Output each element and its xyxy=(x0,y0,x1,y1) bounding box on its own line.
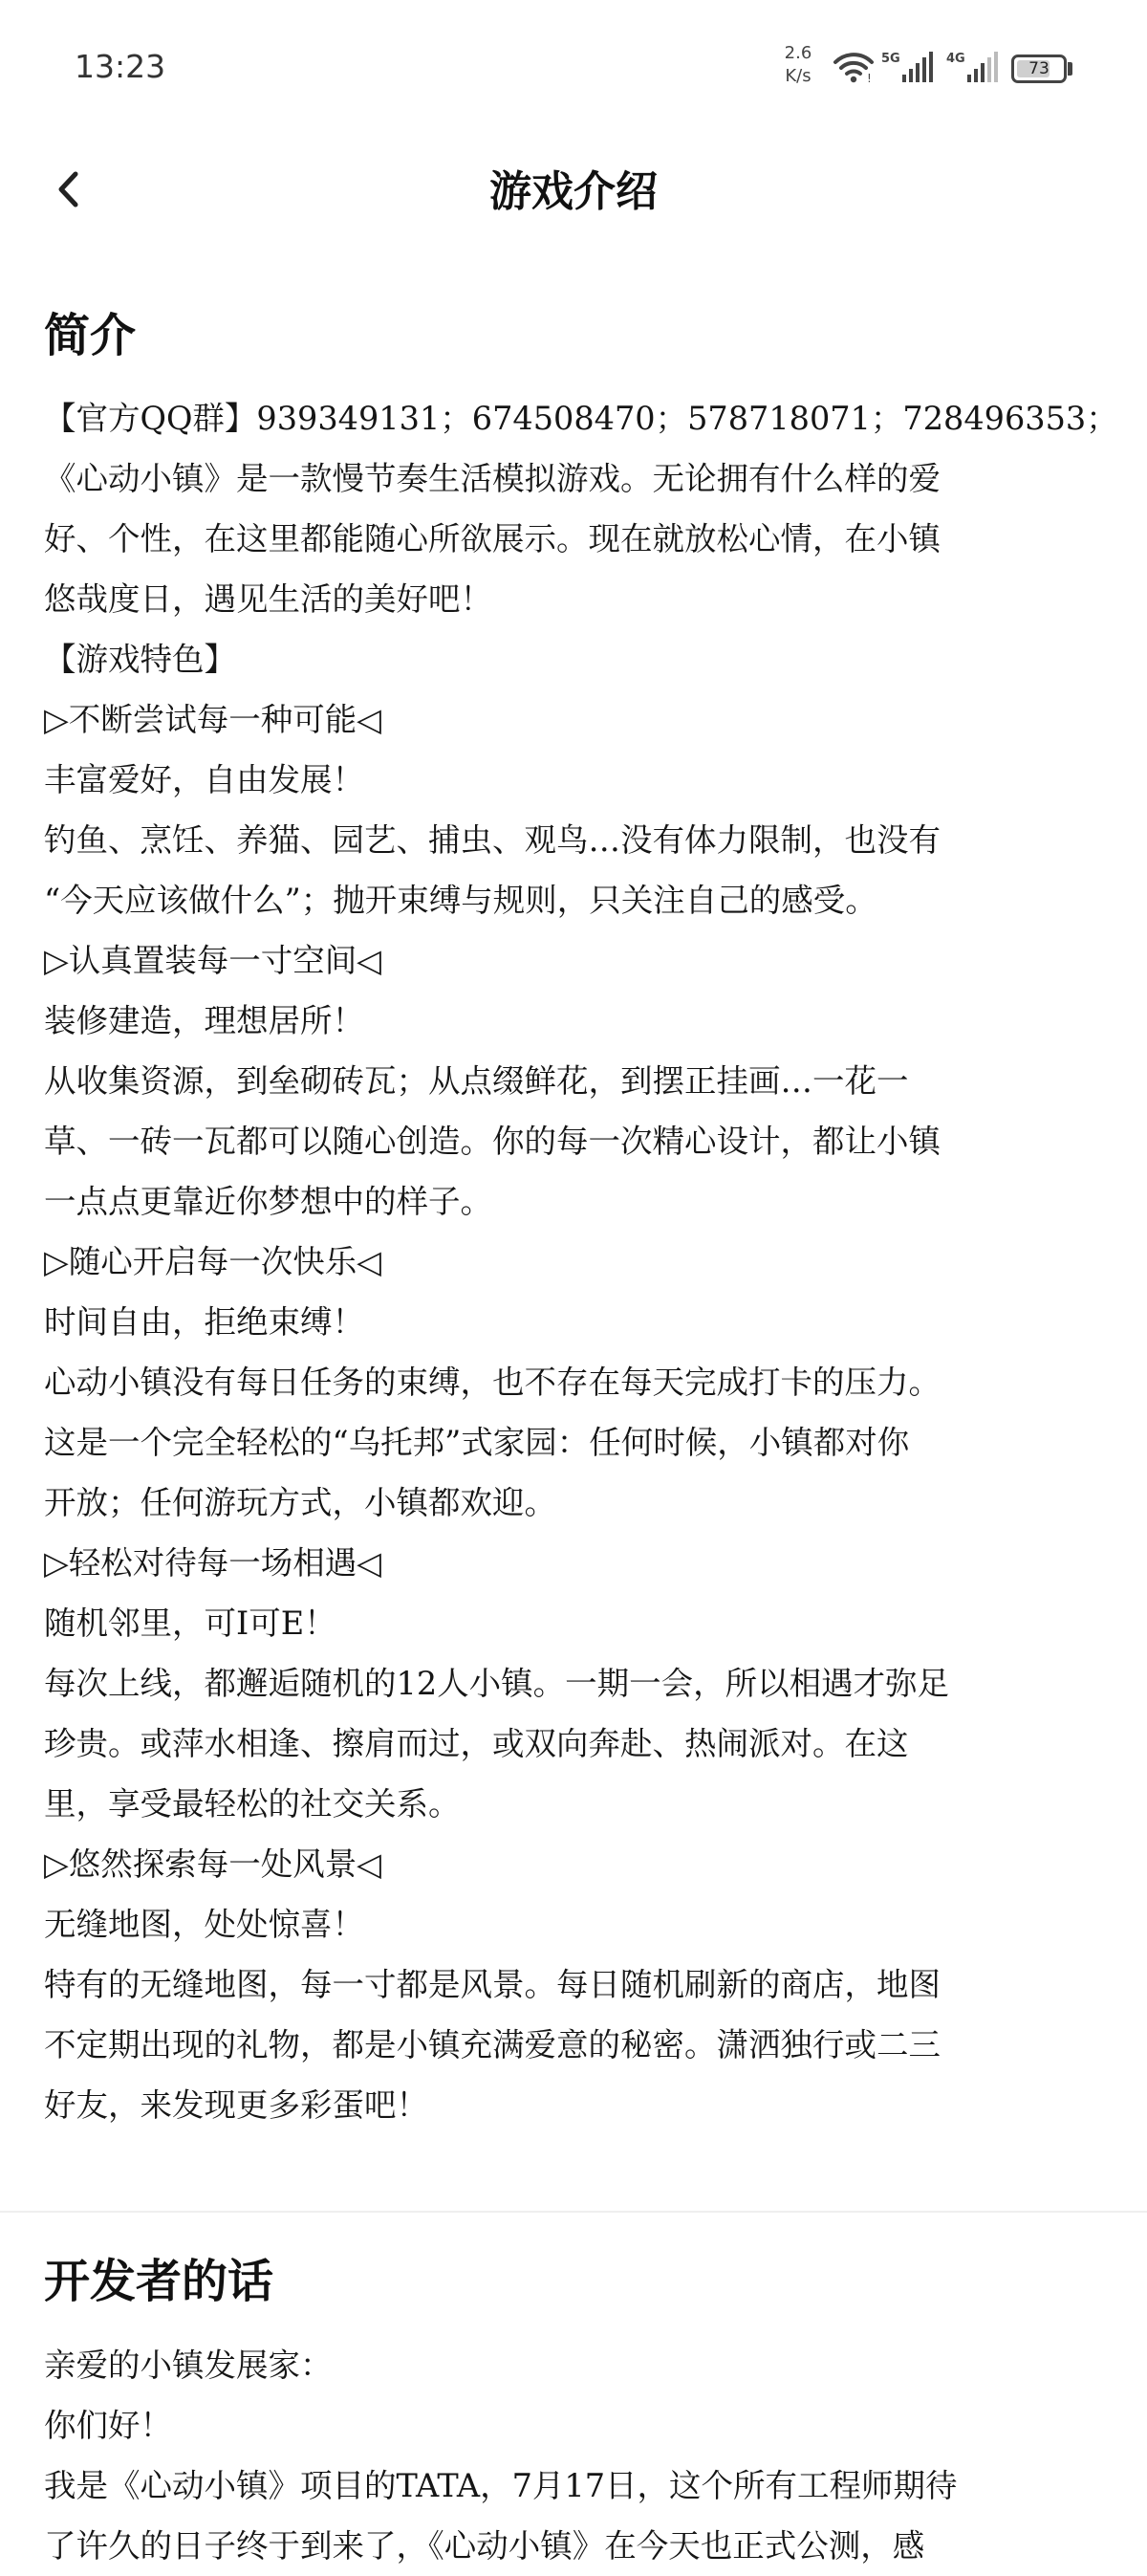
intro-text-line: 丰富爱好，自由发展！ xyxy=(44,761,364,798)
developer-section xyxy=(44,2243,1105,2576)
intro-text-line: ▷认真置装每一寸空间◁ xyxy=(44,942,382,979)
intro-text-line: “今天应该做什么”；抛开束缚与规则，只关注自己的感受。 xyxy=(44,882,877,919)
intro-text-line: 好友，来发现更多彩蛋吧！ xyxy=(44,2086,428,2124)
network-speed-unit: K/s xyxy=(785,66,812,86)
intro-heading: 简介 xyxy=(44,309,137,362)
battery-cap xyxy=(1068,62,1072,76)
section-divider xyxy=(0,2211,1147,2213)
intro-text-line: 无缝地图，处处惊喜！ xyxy=(44,1906,364,1943)
intro-text-line: 随机邻里，可I可E！ xyxy=(44,1605,336,1642)
developer-text-line: 亲爱的小镇发展家： xyxy=(44,2347,333,2384)
developer-text xyxy=(44,2335,1105,2576)
intro-text-line: 开放；任何游玩方式，小镇都欢迎。 xyxy=(44,1484,556,1521)
developer-text-line: 了许久的日子终于到来了，《心动小镇》在今天也正式公测，感 xyxy=(44,2527,925,2565)
battery-percent: 73 xyxy=(1028,59,1050,78)
signal-4g-label: 4G xyxy=(946,52,965,66)
page-title: 游戏介绍 xyxy=(489,167,658,216)
intro-section xyxy=(44,296,1118,2135)
wifi-icon xyxy=(833,50,875,84)
intro-text-line: 这是一个完全轻松的“乌托邦”式家园：任何时候，小镇都对你 xyxy=(44,1424,910,1461)
signal-5g-icon xyxy=(879,50,939,88)
status-bar xyxy=(0,0,1147,124)
intro-text-line: 珍贵。或萍水相逢、擦肩而过，或双向奔赴、热闹派对。在这 xyxy=(44,1725,909,1762)
intro-text-line: 悠哉度日，遇见生活的美好吧！ xyxy=(44,580,492,618)
network-speed xyxy=(776,42,820,88)
intro-text-line: ▷轻松对待每一场相遇◁ xyxy=(44,1544,382,1582)
developer-text-line: 我是《心动小镇》项目的TATA，7月17日，这个所有工程师期待 xyxy=(44,2467,958,2504)
developer-text-line: 你们好！ xyxy=(44,2407,172,2444)
intro-text-line: 【游戏特色】 xyxy=(44,641,236,678)
intro-text-line: 草、一砖一瓦都可以随心创造。你的每一次精心设计，都让小镇 xyxy=(44,1123,941,1160)
intro-text-line: 【官方QQ群】939349131；674508470；578718071；728496353； xyxy=(44,400,1118,437)
intro-text-line: ▷悠然探索每一处风景◁ xyxy=(44,1845,382,1883)
intro-text-line: 钓鱼、烹饪、养猫、园艺、捕虫、观鸟…没有体力限制，也没有 xyxy=(44,821,941,859)
intro-text-line: 从收集资源，到垒砌砖瓦；从点缀鲜花，到摆正挂画…一花一 xyxy=(44,1062,909,1100)
intro-text-line: 里，享受最轻松的社交关系。 xyxy=(44,1785,461,1823)
intro-text-line: 不定期出现的礼物，都是小镇充满爱意的秘密。潇洒独行或二三 xyxy=(44,2026,941,2063)
intro-text-line: 一点点更靠近你梦想中的样子。 xyxy=(44,1183,492,1220)
intro-text-line: 《心动小镇》是一款慢节奏生活模拟游戏。无论拥有什么样的爱 xyxy=(44,460,941,497)
intro-text-line: 特有的无缝地图，每一寸都是风景。每日随机刷新的商店，地图 xyxy=(44,1966,941,2003)
network-speed-value: 2.6 xyxy=(784,43,812,63)
intro-text-line: 每次上线，都邂逅随机的12人小镇。一期一会，所以相遇才弥足 xyxy=(44,1665,950,1702)
nav-bar xyxy=(0,143,1147,231)
intro-text-line: 装修建造，理想居所！ xyxy=(44,1002,364,1039)
intro-text-line: 时间自由，拒绝束缚！ xyxy=(44,1303,364,1341)
signal-4g-icon xyxy=(944,50,1004,88)
intro-text xyxy=(44,388,1118,2135)
clock: 13:23 xyxy=(75,48,166,85)
svg-text:!: ! xyxy=(867,72,872,84)
intro-text-line: 好、个性，在这里都能随心所欲展示。现在就放松心情，在小镇 xyxy=(44,520,941,557)
developer-heading: 开发者的话 xyxy=(44,2255,274,2308)
signal-5g-label: 5G xyxy=(881,52,900,66)
intro-text-line: 心动小镇没有每日任务的束缚，也不存在每天完成打卡的压力。 xyxy=(44,1364,941,1401)
intro-text-line: ▷随心开启每一次快乐◁ xyxy=(44,1243,382,1280)
battery-icon xyxy=(1011,55,1067,83)
intro-text-line: ▷不断尝试每一种可能◁ xyxy=(44,701,382,738)
